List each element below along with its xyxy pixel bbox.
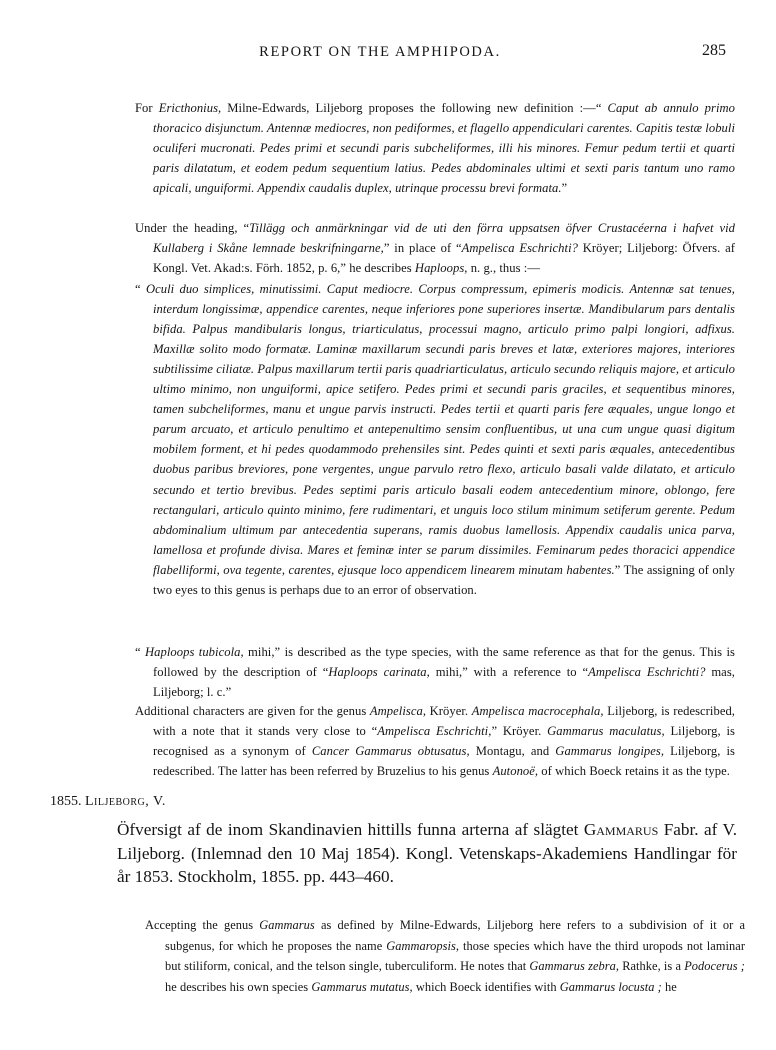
running-title: REPORT ON THE AMPHIPODA.: [259, 44, 501, 60]
text: mas, Liljeborg; l. c.”: [153, 664, 735, 699]
italic-text: Gammarus zebra,: [529, 959, 620, 974]
paragraph-ericthonius-definition: [135, 98, 735, 198]
text: Kröyer; Liljeborg: Öfvers. af Kongl. Vet. Akad:s. Förh. 1852, p. 6,” he describes: [153, 240, 735, 275]
italic-text: Tillägg och anmärkningar vid de uti den förra uppsatsen öfver Crustacéerna i hafvet vid Kullaberg i Skåne lemnade beskrifningarne,: [153, 220, 735, 255]
latin-quote: Caput ab annulo primo thoracico disjunctum. Antennæ mediocres, non pediformes, et flagello appendiculari carentes. Capitis testæ lobuli oculiferi mucronati. Pedes primi et secundi paris subcheliformes, illi his minores. Femur pedum tertii et quarti paris dilatatum, et eodem pedum sequentium latius. Pedes abdominales ultimi et sexti paris tantum uno ramo apicali, unguiformi. Appendix caudalis duplex, utrinque processu brevi formata.: [153, 100, 736, 195]
genus-name: Gammarus: [583, 820, 659, 839]
italic-text: Ampelisca,: [369, 703, 427, 718]
paragraph-type-species: [135, 642, 735, 702]
italic-text: Haploops,: [414, 260, 468, 275]
text: Öfversigt af de inom Skandinavien hittills funna arterna af slägtet: [117, 820, 584, 839]
text: ” Kröyer.: [491, 723, 548, 738]
bibliography-entry-heading: [50, 794, 166, 810]
italic-text: Ampelisca Eschrichti?: [588, 664, 706, 679]
text: Kröyer.: [426, 703, 472, 718]
text: Under the heading, “: [135, 220, 250, 235]
latin-quote: Oculi duo simplices, minutissimi. Caput mediocre. Corpus compressum, epimeris modicis. Antennæ sat tenues, interdum longissimæ, appendice carentes, neque inferiores pone superiores insertæ. Mandibularum pars dentalis bifida. Palpus mandibularis longus, triarticulatus, processui magno, articulo primo palpi longiori, adfixus. Maxillæ solito modo formatæ. Laminæ maxillarum secundi paris breves et latæ, exteriores majores, interiores subtilissime ciliatæ. Palpus maxillarum tertii paris quadriarticulatus, articulo secundo reliquis majore, et articulo ultimo minimo, non unguiformi, apice setifero. Pedes primi et secundi paris graciles, et sequentibus minores, tamen subcheliformes, manu et ungue parvis instructi. Pedes tertii et quarti paris fere æquales, ungue longo et parum arcuato, et articulo penultimo et antepenultimo sensim confluentibus, ut una cum ungue quasi digitum mobilem forment, et hi pedes quodammodo prehensiles sint. Pedes quinti et sexti paris æquales, antecedentibus duobus paribus breviores, pone vergentes, ungue parvulo retro flexo, articulo basali valde dilatato, et articulo secundo et tertio brevibus. Pedes septimi paris articulo basali eodem antecedentium minore, oblongo, fere rectangulari, articulo quinto minimo, fere rudimentari, et unguis loco stilum minimum setiferum gerente. Pedum abdominalium ultimum par antecedentia superans, ramis duobus lamellosis. Appendix caudalis unica parva, lamellosa et profunde divisa. Mares et feminæ inter se parum dissimiles. Feminarum pedes thoracici appendice flabelliformi, ova tegente, carentes, ejusque loco appendicem linearem minutam habentes.: [145, 281, 735, 577]
entry-author: Liljeborg, V.: [85, 794, 166, 809]
text: Liljeborg, is redescribed. The latter has been referred by Bruzelius to his genus: [153, 743, 735, 778]
italic-text: Cancer Gammarus obtusatus,: [311, 743, 470, 758]
text: which Boeck identifies with: [412, 979, 560, 994]
text: For: [135, 100, 159, 115]
text: Milne-Edwards, Liljeborg proposes the following new definition :—“: [221, 100, 608, 115]
text: those species which have the third uropods not laminar but stiliform, conical, and the telson single, tuberculiform. He notes that: [165, 938, 745, 974]
text: Accepting the genus: [145, 918, 260, 933]
italic-text: Haploops tubicola,: [145, 644, 244, 659]
page-number: 285: [702, 42, 726, 59]
text: he: [661, 979, 677, 994]
italic-text: Ericthonius,: [158, 100, 222, 115]
italic-text: Gammarus: [259, 918, 315, 933]
italic-text: Gammarus maculatus,: [547, 723, 665, 738]
text: “: [135, 644, 146, 659]
italic-text: Ampelisca Eschrichti,: [377, 723, 492, 738]
italic-text: Gammaropsis,: [386, 938, 460, 953]
text: Montagu, and: [469, 743, 556, 758]
entry-title: [117, 818, 737, 889]
italic-text: Gammarus longipes,: [555, 743, 665, 758]
text: he describes his own species: [165, 979, 312, 994]
paragraph-haploops-heading: [135, 218, 735, 278]
italic-text: Gammarus mutatus,: [311, 979, 413, 994]
paragraph-gammaropsis: [145, 915, 745, 997]
italic-text: Gammarus locusta ;: [559, 979, 662, 994]
text: of which Boeck retains it as the type.: [538, 763, 730, 778]
text: Liljeborg, is recognised as a synonym of: [153, 723, 736, 758]
text: ”: [561, 180, 568, 195]
text: Rathke, is a: [619, 959, 685, 974]
text: ” in place of “: [383, 240, 462, 255]
italic-text: Autonoë,: [492, 763, 539, 778]
text: ” The assigning of only two eyes to this genus is perhaps due to an error of observation.: [153, 562, 735, 597]
text: mihi,” is described as the type species, with the same reference as that for the genus. This is followed by the description of “: [153, 644, 736, 679]
text: n. g., thus :—: [467, 260, 540, 275]
running-header: [0, 44, 776, 64]
italic-text: Ampelisca macrocephala,: [471, 703, 604, 718]
text: mihi,” with a reference to “: [429, 664, 589, 679]
italic-text: Haploops carinata,: [328, 664, 430, 679]
text: “: [135, 281, 146, 296]
italic-text: Podocerus ;: [684, 959, 745, 974]
italic-text: Ampelisca Eschrichti?: [461, 240, 578, 255]
text: Additional characters are given for the genus: [135, 703, 370, 718]
text: Fabr. af V. Liljeborg. (Inlemnad den 10 Maj 1854). Kongl. Vetenskaps-Akademiens Handlingar för år 1853. Stockholm, 1855. pp. 443–460.: [117, 820, 737, 886]
text: Liljeborg, is redescribed, with a note that it stands very close to “: [153, 703, 736, 738]
text: as defined by Milne-Edwards, Liljeborg here refers to a subdivision of it or a subgenus, for which he proposes the name: [165, 918, 745, 953]
paragraph-haploops-description: [135, 279, 735, 601]
paragraph-ampelisca: [135, 701, 735, 781]
entry-year: 1855.: [50, 794, 82, 809]
